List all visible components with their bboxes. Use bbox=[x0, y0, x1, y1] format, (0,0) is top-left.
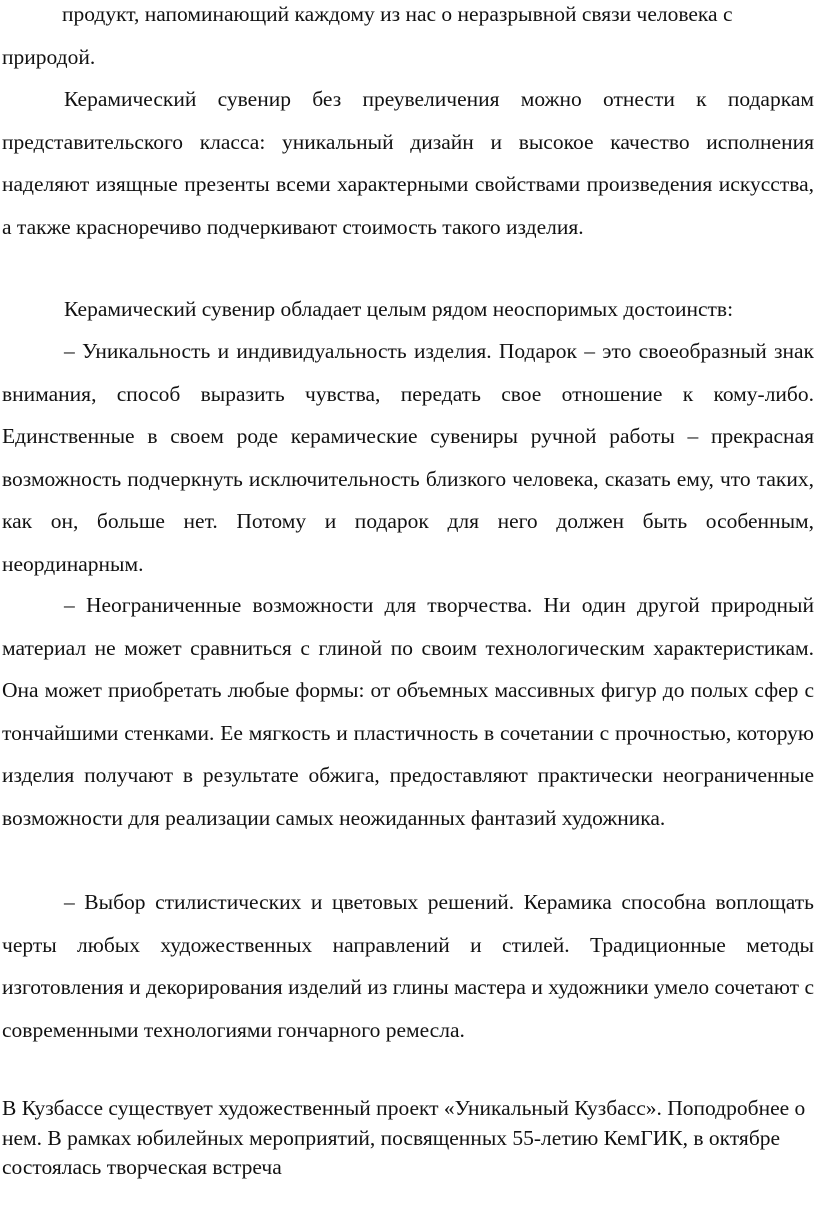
paragraph-kuzbass-project: В Кузбассе существует художественный проект «Уникальный Кузбасс». Поподробнее о нем. В рамках юбилейных мероприятий, посвященных 55-летию КемГИК, в октябре состоялась творческая встреча bbox=[2, 1096, 806, 1179]
list-item-uniqueness: – Уникальность и индивидуальность изделия. Подарок – это своеобразный знак внимания, способ выразить чувства, передать свое отношение к кому-либо. Единственные в своем роде керамические сувениры ручной работы – прекрасная возможность подчеркнуть исключительность близкого человека, сказать ему, что таких, как он, больше нет. Потому и подарок для него должен быть особенным, неординарным. bbox=[2, 339, 814, 576]
list-item-creativity: – Неограниченные возможности для творчества. Ни один другой природный материал не может сравниться с глиной по своим технологическим характеристикам. Она может приобретать любые формы: от объемных массивных фигур до полых сфер с тончайшими стенками. Ее мягкость и пластичность в сочетании с прочностью, которую изделия получают в результате обжига, предоставляют практически неограниченные возможности для реализации самых неожиданных фантазий художника. bbox=[2, 593, 814, 830]
paragraph-ceramic-gift-class: Керамический сувенир без преувеличения можно отнести к подаркам представительского класса: уникальный дизайн и высокое качество исполнения наделяют изящные презенты всеми характерными свойствами произведения искусства, а также красноречиво подчеркивают стоимость такого изделия. bbox=[2, 87, 814, 239]
paragraph-continuation: продукт, напоминающий каждому из нас о неразрывной связи человека с природой. bbox=[2, 2, 733, 69]
paragraph-advantages-intro: Керамический сувенир обладает целым рядом неоспоримых достоинств: bbox=[64, 297, 734, 321]
list-item-style-choice: – Выбор стилистических и цветовых решений. Керамика способна воплощать черты любых художественных направлений и стилей. Традиционные методы изготовления и декорирования изделий из глины мастера и художники умело сочетают с современными технологиями гончарного ремесла. bbox=[2, 890, 814, 1042]
